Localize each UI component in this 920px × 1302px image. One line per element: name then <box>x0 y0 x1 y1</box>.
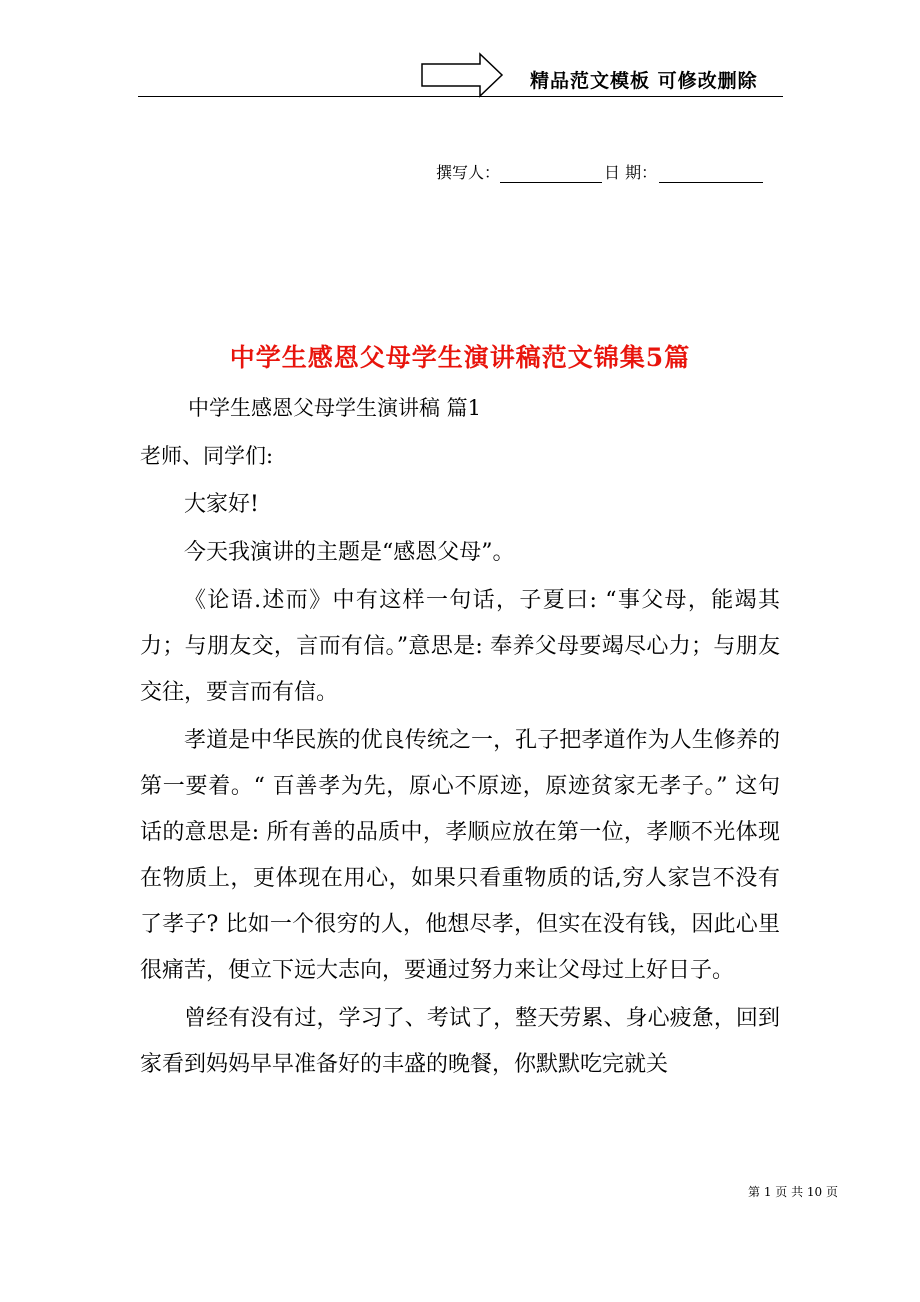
date-label: 日 期： <box>604 163 658 182</box>
date-blank <box>659 164 763 183</box>
author-blank <box>500 164 602 183</box>
body-text <box>140 482 780 1090</box>
section-heading: 中学生感恩父母学生演讲稿 篇1 <box>188 396 482 420</box>
page-footer: 第 1 页 共 10 页 <box>748 1185 838 1199</box>
paragraph: 今天我演讲的主题是“感恩父母”。 <box>184 540 515 565</box>
document-title: 中学生感恩父母学生演讲稿范文锦集5篇 <box>229 343 691 372</box>
salutation: 老师、同学们: <box>140 444 274 468</box>
author-date-line <box>436 160 763 183</box>
header-label: 精品范文模板 可修改删除 <box>530 70 758 92</box>
paragraph: 大家好! <box>184 492 259 517</box>
arrow-icon <box>420 52 504 98</box>
header-divider <box>138 96 783 97</box>
paragraph: 曾经有没有过，学习了、考试了，整天劳累、身心疲惫，回到家看到妈妈早早准备好的丰盛的晚餐，你默默吃完就关 <box>140 1006 780 1077</box>
paragraph: 《论语.述而》中有这样一句话，子夏曰: “事父母，能竭其力；与朋友交，言而有信。”意思是: 奉养父母要竭尽心力；与朋友交往，要言而有信。 <box>140 588 780 705</box>
author-label: 撰写人： <box>436 163 501 182</box>
paragraph: 孝道是中华民族的优良传统之一，孔子把孝道作为人生修养的第一要着。“ 百善孝为先，原心不原迹，原迹贫家无孝子。” 这句话的意思是: 所有善的品质中，孝顺应放在第一位，孝顺不光体现在物质上，更体现在用心，如果只看重物质的话,穷人家岂不没有了孝子? 比如一个很穷的人，他想尽孝，但实在没有钱，因此心里很痛苦，便立下远大志向，要通过努力来让父母过上好日子。 <box>140 728 780 983</box>
